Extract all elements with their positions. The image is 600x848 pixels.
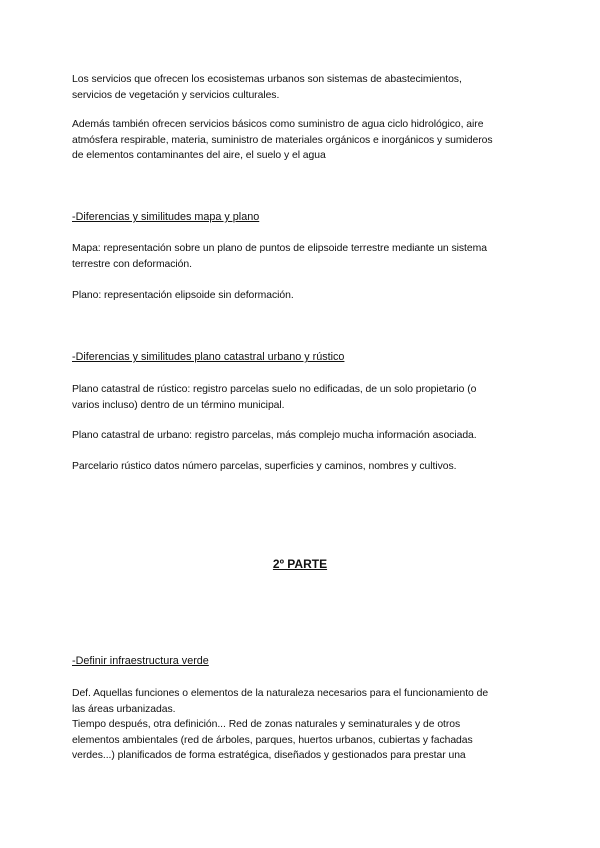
text-line: Los servicios que ofrecen los ecosistemas urbanos son sistemas de abastecimientos,: [72, 74, 462, 85]
paragraph-map-definition: [72, 241, 528, 272]
text-line: servicios de vegetación y servicios culturales.: [72, 89, 280, 101]
heading-green-infrastructure: -Definir infraestructura verde: [72, 655, 209, 667]
paragraph-basic-services: [72, 117, 528, 164]
paragraph-urban-cadastral: [72, 428, 528, 444]
text-line: las áreas urbanizadas.: [72, 703, 176, 715]
text-line: de elementos contaminantes del aire, el suelo y el agua: [72, 150, 326, 161]
text-line: terrestre con deformación.: [72, 258, 192, 270]
text-line: varios incluso) dentro de un término municipal.: [72, 399, 285, 411]
paragraph-plan-definition: [72, 288, 528, 304]
text-line: verdes...) planificados de forma estratégica, diseñados y gestionados para prestar una: [72, 750, 466, 761]
text-line: elementos ambientales (red de árboles, parques, huertos urbanos, cubiertas y fachadas: [72, 734, 473, 746]
text-line: Plano catastral de urbano: registro parcelas, más complejo mucha información asociada.: [72, 430, 477, 441]
text-line: Tiempo después, otra definición... Red de zonas naturales y seminaturales y de otros: [72, 719, 461, 730]
paragraph-rustic-cadastral: [72, 382, 528, 413]
heading-map-vs-plan: -Diferencias y similitudes mapa y plano: [72, 211, 260, 223]
paragraph-ecosystem-services: [72, 72, 528, 103]
text-line: Mapa: representación sobre un plano de puntos de elipsoide terrestre mediante un sistema: [72, 243, 487, 254]
paragraph-rustic-parcel-data: [72, 459, 528, 475]
text-line: Además también ofrecen servicios básicos como suministro de agua ciclo hidrológico, aire: [72, 119, 484, 130]
text-line: Plano: representación elipsoide sin deformación.: [72, 290, 294, 301]
heading-cadastral-plans: -Diferencias y similitudes plano catastral urbano y rústico: [72, 351, 345, 363]
text-line: atmósfera respirable, materia, suministro de materiales orgánicos e inorgánicos y sumideros: [72, 134, 493, 146]
text-line: Plano catastral de rústico: registro parcelas suelo no edificadas, de un solo propietario (o: [72, 384, 477, 395]
part-title: 2º PARTE: [272, 557, 328, 571]
text-line: Parcelario rústico datos número parcelas, superficies y caminos, nombres y cultivos.: [72, 461, 457, 472]
text-line: Def. Aquellas funciones o elementos de la naturaleza necesarios para el funcionamiento de: [72, 688, 489, 699]
paragraph-green-infrastructure-definition: [72, 686, 528, 764]
